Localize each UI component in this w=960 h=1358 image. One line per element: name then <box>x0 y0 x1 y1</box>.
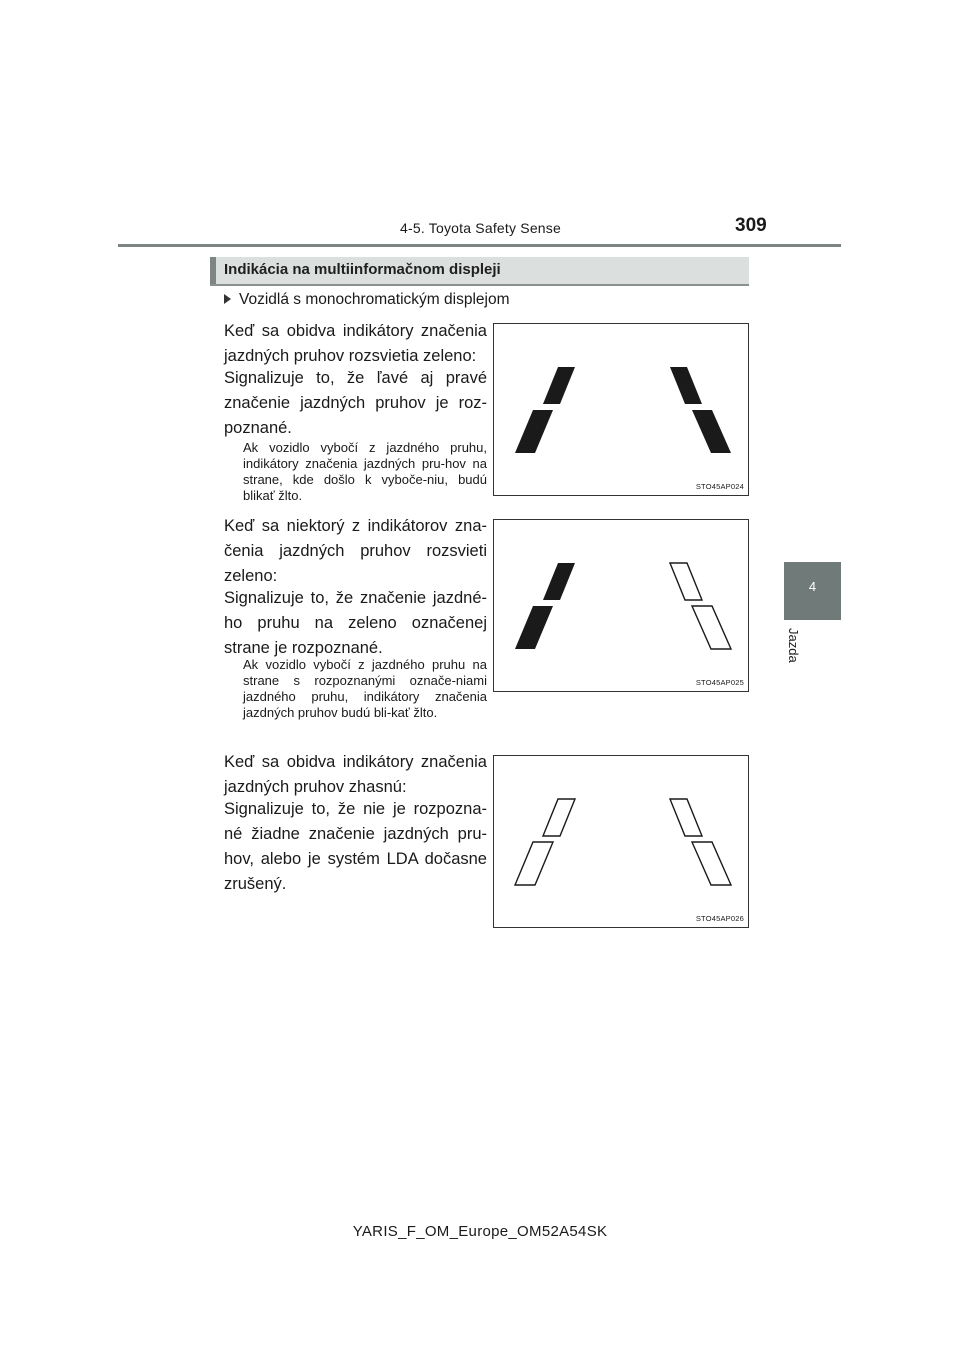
note-text-2: Ak vozidlo vybočí z jazdného pruhu na strane s rozpoznanými označe-niami jazdného pruhu, indikátory značenia jazdných pruhov budú bli-kať žlto. <box>243 657 487 720</box>
lane-indicator-graphic <box>494 756 750 929</box>
figure-one-lane-lit <box>493 519 749 692</box>
section-heading: Indikácia na multiinformačnom displeji <box>224 261 501 278</box>
condition-text-2: Keď sa niektorý z indikátorov zna-čenia jazdných pruhov rozsvieti zeleno: <box>224 517 487 585</box>
chapter-label: Jazda <box>786 628 801 663</box>
left-lane-marker-upper-outline <box>543 799 575 836</box>
meaning-text-1: Signalizuje to, že ľavé aj pravé značenie jazdných pruhov je roz-poznané. <box>224 369 487 437</box>
left-lane-marker-lower <box>515 606 553 649</box>
header-divider <box>118 244 841 247</box>
page-number: 309 <box>735 215 767 236</box>
lane-indicator-graphic <box>494 520 750 693</box>
chapter-tab <box>784 562 841 620</box>
right-lane-marker-upper-outline <box>670 563 702 600</box>
section-heading-accent <box>210 257 216 284</box>
right-lane-marker-lower-outline <box>692 842 731 885</box>
meaning-text-3: Signalizuje to, že nie je rozpozna-né žiadne značenie jazdných pru-hov, alebo je systém LDA dočasne zrušený. <box>224 800 487 893</box>
header-section-title: 4-5. Toyota Safety Sense <box>400 220 561 236</box>
figure-code: STO45AP025 <box>695 678 744 687</box>
triangle-bullet-icon <box>224 294 231 304</box>
figure-code: STO45AP026 <box>695 914 744 923</box>
right-lane-marker-lower <box>692 410 731 453</box>
right-lane-marker-upper <box>670 367 702 404</box>
left-lane-marker-lower-outline <box>515 842 553 885</box>
right-lane-marker-lower-outline <box>692 606 731 649</box>
chapter-number: 4 <box>808 579 817 594</box>
left-lane-marker-lower <box>515 410 553 453</box>
condition-text-3: Keď sa obidva indikátory značenia jazdných pruhov zhasnú: <box>224 753 487 796</box>
bullet-item <box>224 291 510 309</box>
condition-text-1: Keď sa obidva indikátory značenia jazdných pruhov rozsvietia zeleno: <box>224 322 487 365</box>
bullet-text: Vozidlá s monochromatickým displejom <box>239 291 510 308</box>
footer-document-code: YARIS_F_OM_Europe_OM52A54SK <box>352 1223 608 1240</box>
figure-code: STO45AP024 <box>695 482 744 491</box>
figure-no-lanes-lit <box>493 755 749 928</box>
section-heading-bar <box>210 257 749 286</box>
figure-both-lanes-lit <box>493 323 749 496</box>
chapter-label-container <box>781 628 811 678</box>
lane-indicator-graphic <box>494 324 750 497</box>
right-lane-marker-upper-outline <box>670 799 702 836</box>
left-lane-marker-upper <box>543 367 575 404</box>
left-lane-marker-upper <box>543 563 575 600</box>
note-text-1: Ak vozidlo vybočí z jazdného pruhu, indikátory značenia jazdných pru-hov na strane, kde došlo k vyboče-niu, budú blikať žlto. <box>243 440 487 503</box>
meaning-text-2: Signalizuje to, že značenie jazdné-ho pruhu na zeleno označenej strane je rozpoznané. <box>224 589 487 657</box>
